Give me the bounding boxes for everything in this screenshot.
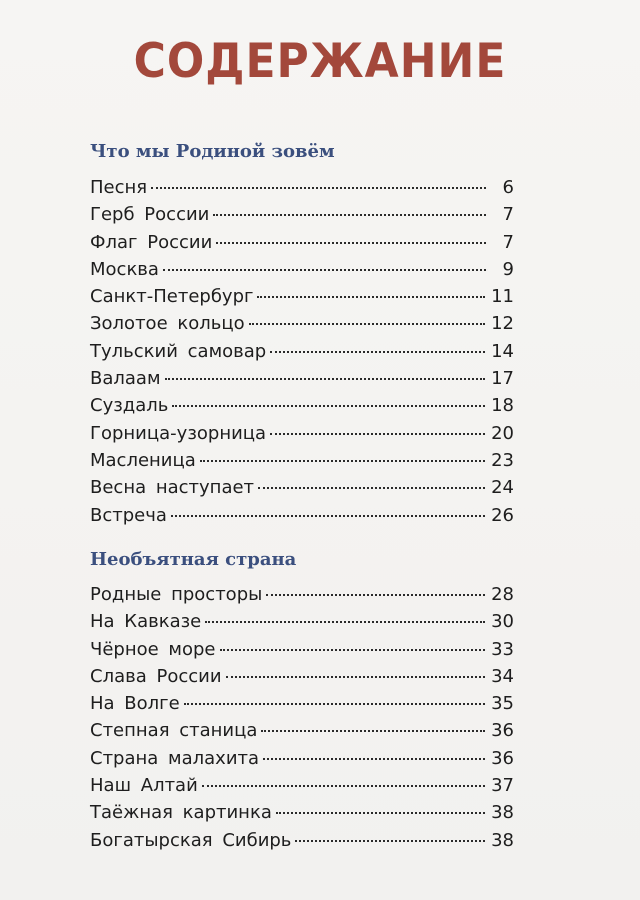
dot-leader (263, 758, 485, 760)
dot-leader (276, 812, 485, 814)
toc-entry-title: На Волге (90, 693, 180, 715)
dot-leader (163, 269, 486, 271)
toc-entry-title: Флаг России (90, 231, 213, 253)
toc-entry-page: 20 (491, 422, 514, 444)
dot-leader (295, 840, 485, 842)
toc-list-1 (90, 174, 514, 529)
toc-entry-title: Москва (90, 258, 159, 280)
toc-entry[interactable] (90, 338, 514, 365)
toc-entry[interactable] (90, 447, 514, 474)
dot-leader (213, 214, 486, 216)
toc-entry-page: 38 (491, 802, 514, 824)
toc-entry-title: Страна малахита (90, 747, 260, 769)
toc-entry-title: Степная станица (90, 720, 258, 742)
toc-entry[interactable] (90, 690, 514, 717)
toc-entry-title: Валаам (90, 368, 161, 390)
dot-leader (171, 515, 485, 517)
dot-leader (270, 433, 485, 435)
toc-entry[interactable] (90, 365, 514, 392)
toc-entry[interactable] (90, 581, 514, 608)
toc-entry[interactable] (90, 201, 514, 228)
toc-entry[interactable] (90, 717, 514, 744)
dot-leader (172, 405, 485, 407)
toc-entry-page: 14 (491, 340, 514, 362)
toc-entry-title: Таёжная картинка (90, 802, 272, 824)
toc-list-2 (90, 581, 514, 854)
dot-leader (216, 242, 486, 244)
toc-entry-title: Суздаль (90, 395, 169, 417)
toc-entry-title: Горница-узорница (90, 422, 267, 444)
dot-leader (202, 785, 485, 787)
dot-leader (165, 378, 486, 380)
toc-entry-page: 33 (491, 638, 514, 660)
toc-entry-title: Герб России (90, 204, 210, 226)
dot-leader (257, 296, 485, 298)
dot-leader (249, 323, 485, 325)
toc-entry-page: 23 (491, 449, 514, 471)
toc-entry-page: 17 (491, 368, 514, 390)
toc-entry-page: 6 (502, 177, 514, 198)
toc-entry-title: Санкт-Петербург (90, 286, 254, 308)
toc-entry-page: 7 (502, 231, 514, 253)
toc-entry-title: Родные просторы (90, 584, 263, 605)
toc-entry[interactable] (90, 474, 514, 501)
toc-entry-title: Богатырская Сибирь (90, 829, 292, 851)
dot-leader (266, 594, 485, 596)
section-title-2: Необъятная страна (90, 549, 297, 570)
toc-entry[interactable] (90, 608, 514, 635)
toc-entry[interactable] (90, 174, 514, 201)
toc-entry-page: 28 (491, 584, 514, 605)
dot-leader (220, 649, 486, 651)
toc-entry-title: Золотое кольцо (90, 313, 245, 335)
toc-entry-title: Чёрное море (90, 638, 216, 660)
dot-leader (261, 730, 485, 732)
dot-leader (258, 487, 485, 489)
toc-entry-title: Тульский самовар (90, 340, 267, 362)
toc-entry[interactable] (90, 229, 514, 256)
toc-entry-title: Встреча (90, 504, 167, 526)
dot-leader (205, 621, 485, 623)
toc-entry-page: 36 (491, 747, 514, 769)
toc-entry-page: 30 (491, 611, 514, 633)
toc-entry-title: Масленица (90, 449, 196, 471)
toc-entry-page: 36 (491, 720, 514, 742)
toc-entry-page: 38 (491, 829, 514, 851)
toc-entry-title: На Кавказе (90, 611, 202, 633)
toc-entry-page: 26 (491, 504, 514, 526)
dot-leader (270, 351, 485, 353)
toc-entry[interactable] (90, 283, 514, 310)
toc-entry[interactable] (90, 310, 514, 337)
toc-entry[interactable] (90, 745, 514, 772)
dot-leader (184, 703, 485, 705)
toc-entry-page: 18 (491, 395, 514, 417)
page-title: СОДЕРЖАНИЕ (133, 34, 507, 90)
toc-entry-page: 12 (491, 313, 514, 335)
toc-entry-page: 37 (491, 775, 514, 797)
toc-entry[interactable] (90, 420, 514, 447)
toc-entry[interactable] (90, 663, 514, 690)
toc-entry-page: 11 (491, 286, 514, 308)
dot-leader (200, 460, 485, 462)
toc-entry[interactable] (90, 772, 514, 799)
toc-entry[interactable] (90, 392, 514, 419)
toc-entry-title: Слава России (90, 665, 222, 687)
toc-entry[interactable] (90, 827, 514, 854)
toc-entry-title: Весна наступает (90, 477, 255, 499)
toc-entry-title: Наш Алтай (90, 775, 198, 797)
dot-leader (226, 676, 486, 678)
toc-entry-page: 35 (491, 693, 514, 715)
toc-entry[interactable] (90, 636, 514, 663)
toc-entry[interactable] (90, 256, 514, 283)
toc-entry-page: 9 (502, 258, 514, 280)
toc-entry-page: 7 (502, 204, 514, 226)
toc-entry[interactable] (90, 799, 514, 826)
toc-entry[interactable] (90, 502, 514, 529)
toc-entry-title: Песня (90, 177, 148, 198)
toc-entry-page: 34 (491, 665, 514, 687)
dot-leader (151, 187, 486, 189)
toc-entry-page: 24 (491, 477, 514, 499)
section-title-1: Что мы Родиной зовём (90, 141, 335, 162)
